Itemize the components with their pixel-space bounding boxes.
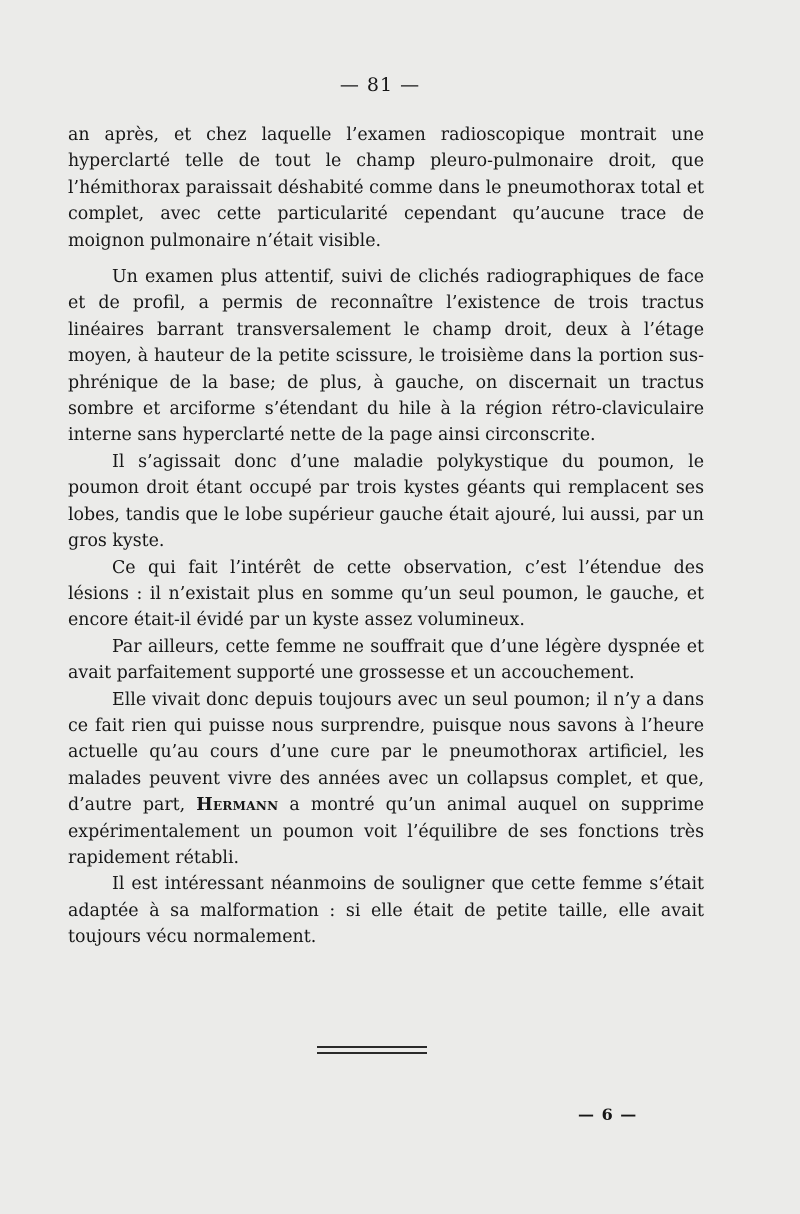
paragraph-6-text-after: a montré qu’un animal auquel on supprime expérimentalement un poumon voit l’équilibre de ses fonctions très rapidement rétabli. (68, 795, 704, 868)
paragraph-6 (68, 687, 704, 872)
paragraph-4: Ce qui fait l’intérêt de cette observation, c’est l’étendue des lésions : il n’existait plus en somme qu’un seul poumon, le gauche, et encore était-il évidé par un kyste assez volumineux. (68, 557, 704, 631)
page-number: — 81 — (339, 74, 421, 96)
end-rule-top (317, 1046, 427, 1048)
paragraph-7: Il est intéressant néanmoins de souligner que cette femme s’était adaptée à sa malformation : si elle était de petite taille, elle avait toujours vécu normalement. (68, 874, 704, 948)
paragraph-1: an après, et chez laquelle l’examen radioscopique montrait une hyperclarté telle de tout le champ pleuro-pulmonaire droit, que l’hémithorax paraissait déshabité comme dans le pneumothorax total et complet, avec cette particularité cependant qu’aucune trace de moignon pulmonaire n’était visible. (68, 125, 704, 251)
paragraph-2: Un examen plus attentif, suivi de clichés radiographiques de face et de profil, a permis de reconnaître l’existence de trois tractus linéaires barrant transversalement le champ droit, deux à l’étage moyen, à hauteur de la petite scissure, le troisième dans la portion sus-phrénique de la base; de plus, à gauche, on discernait un tractus sombre et arciforme s’étendant du hile à la région rétro-claviculaire interne sans hyperclarté nette de la page ainsi circonscrite. (68, 267, 704, 446)
paragraph-3: Il s’agissait donc d’une maladie polykystique du poumon, le poumon droit étant occupé par trois kystes géants qui remplacent ses lobes, tandis que le lobe supérieur gauche était ajouré, lui aussi, par un gros kyste. (68, 451, 704, 552)
signature-mark: — 6 — (578, 1105, 638, 1124)
body-text (68, 122, 704, 951)
paragraph-5: Par ailleurs, cette femme ne souffrait que d’une légère dyspnée et avait parfaitement supporté une grossesse et un accouchement. (68, 636, 704, 684)
author-name-hermann: Hermann (196, 795, 279, 816)
end-rule-bottom (317, 1052, 427, 1054)
paragraph-6-text-before: Elle vivait donc depuis toujours avec un seul poumon; il n’y a dans ce fait rien qui puisse nous surprendre, puisque nous savons à l’heure actuelle qu’au cours d’une cure par le pneumothorax artificiel, les malades peuvent vivre des années avec un collapsus complet, et que, d’autre part, (68, 689, 704, 816)
